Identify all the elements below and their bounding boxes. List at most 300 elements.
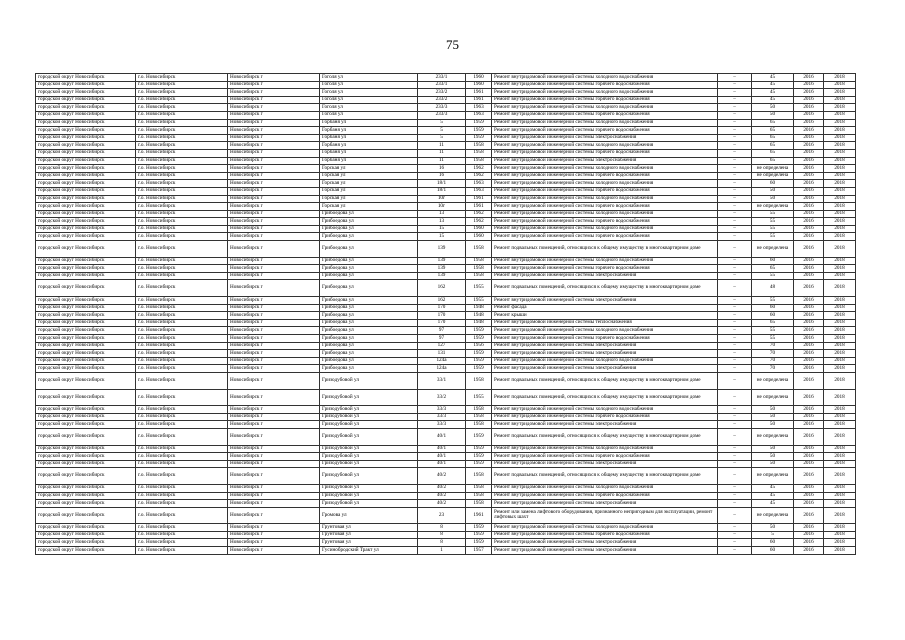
year-cell: 1959 [466,357,492,365]
end-year-cell: 2018 [824,241,856,258]
municipality-cell: городской округ Новосибирск [36,342,136,350]
wear-cell: 50 [752,460,794,468]
house-cell: 40/2 [418,468,466,485]
work-type-cell: Ремонт внутридомовой инженерной системы холодного водоснабжения [492,195,718,203]
work-type-cell: Ремонт внутридомовой инженерной системы электроснабжения [492,460,718,468]
end-year-cell: 2018 [824,484,856,492]
house-cell: 16 [418,165,466,173]
city-cell: Новосибирск г [228,492,320,500]
municipality-cell: городской округ Новосибирск [36,257,136,265]
street-cell: Горбаня ул [320,149,418,157]
street-cell: Грибоедова ул [320,357,418,365]
end-year-cell: 2018 [824,547,856,555]
house-cell: 124а [418,357,466,365]
municipality-cell: городской округ Новосибирск [36,172,136,180]
work-type-cell: Ремонт внутридомовой инженерной системы горячего водоснабжения [492,127,718,135]
street-cell: Грибоедова ул [320,233,418,241]
year-cell: 1963 [466,187,492,195]
district-cell: г.о. Новосибирск [136,428,228,445]
municipality-cell: городской округ Новосибирск [36,445,136,453]
table-row [36,96,856,104]
start-year-cell: 2016 [794,257,824,265]
street-cell: Грибоедова ул [320,241,418,258]
house-cell: 131 [418,350,466,358]
start-year-cell: 2016 [794,357,824,365]
house-cell: 10г [418,195,466,203]
municipality-cell: городской округ Новосибирск [36,225,136,233]
end-year-cell: 2018 [824,187,856,195]
year-cell: 1958 [466,257,492,265]
district-cell: г.о. Новосибирск [136,453,228,461]
city-cell: Новосибирск г [228,89,320,97]
work-type-cell: Ремонт внутридомовой инженерной системы электроснабжения [492,134,718,142]
end-year-cell: 2018 [824,342,856,350]
start-year-cell: 2016 [794,157,824,165]
dash-cell: – [718,492,752,500]
municipality-cell: городской округ Новосибирск [36,297,136,305]
end-year-cell: 2018 [824,280,856,297]
municipality-cell: городской округ Новосибирск [36,312,136,320]
work-type-cell: Ремонт подвальных помещений, относящихся к общему имуществу в многоквартирном доме [492,372,718,389]
table-row [36,280,856,297]
city-cell: Новосибирск г [228,218,320,226]
start-year-cell: 2016 [794,280,824,297]
house-cell: 18/1 [418,187,466,195]
dash-cell: – [718,507,752,524]
end-year-cell: 2018 [824,119,856,127]
year-cell: 1958 [466,157,492,165]
municipality-cell: городской округ Новосибирск [36,421,136,429]
house-cell: 10г [418,203,466,211]
street-cell: Горская ул [320,165,418,173]
city-cell: Новосибирск г [228,241,320,258]
city-cell: Новосибирск г [228,81,320,89]
city-cell: Новосибирск г [228,460,320,468]
end-year-cell: 2018 [824,81,856,89]
street-cell: Горбаня ул [320,157,418,165]
end-year-cell: 2018 [824,195,856,203]
work-type-cell: Ремонт внутридомовой инженерной системы холодного водоснабжения [492,89,718,97]
work-type-cell: Ремонт внутридомовой инженерной системы холодного водоснабжения [492,327,718,335]
wear-cell: 45 [752,492,794,500]
municipality-cell: городской округ Новосибирск [36,453,136,461]
end-year-cell: 2018 [824,225,856,233]
street-cell: Гризодубовой ул [320,468,418,485]
start-year-cell: 2016 [794,365,824,373]
table-row [36,149,856,157]
wear-cell: 45 [752,96,794,104]
table-row [36,421,856,429]
table-row [36,218,856,226]
table-row [36,342,856,350]
dash-cell: – [718,350,752,358]
municipality-cell: городской округ Новосибирск [36,96,136,104]
city-cell: Новосибирск г [228,500,320,508]
start-year-cell: 2016 [794,492,824,500]
year-cell: 1959 [466,524,492,532]
wear-cell: 70 [752,357,794,365]
end-year-cell: 2018 [824,265,856,273]
dash-cell: – [718,187,752,195]
wear-cell: 45 [752,484,794,492]
house-cell: 40/2 [418,492,466,500]
wear-cell: 50 [752,187,794,195]
dash-cell: – [718,225,752,233]
wear-cell: 55 [752,335,794,343]
city-cell: Новосибирск г [228,357,320,365]
start-year-cell: 2016 [794,272,824,280]
house-cell: 8 [418,539,466,547]
year-cell: 1955 [466,280,492,297]
table-row [36,500,856,508]
wear-cell: 70 [752,350,794,358]
start-year-cell: 2016 [794,210,824,218]
street-cell: Гризодубовой ул [320,453,418,461]
municipality-cell: городской округ Новосибирск [36,406,136,414]
city-cell: Новосибирск г [228,428,320,445]
wear-cell: 50 [752,104,794,112]
dash-cell: – [718,165,752,173]
start-year-cell: 2016 [794,142,824,150]
table-row [36,335,856,343]
wear-cell: 45 [752,74,794,82]
end-year-cell: 2018 [824,365,856,373]
table-row [36,195,856,203]
work-type-cell: Ремонт внутридомовой инженерной системы горячего водоснабжения [492,172,718,180]
district-cell: г.о. Новосибирск [136,421,228,429]
district-cell: г.о. Новосибирск [136,272,228,280]
year-cell: 1962 [466,172,492,180]
start-year-cell: 2016 [794,195,824,203]
end-year-cell: 2018 [824,134,856,142]
municipality-cell: городской округ Новосибирск [36,149,136,157]
wear-cell: не определена [752,468,794,485]
work-type-cell: Ремонт подвальных помещений, относящихся к общему имуществу в многоквартирном доме [492,468,718,485]
work-type-cell: Ремонт внутридомовой инженерной системы горячего водоснабжения [492,96,718,104]
end-year-cell: 2018 [824,165,856,173]
district-cell: г.о. Новосибирск [136,350,228,358]
municipality-cell: городской округ Новосибирск [36,460,136,468]
year-cell: 1960 [466,233,492,241]
district-cell: г.о. Новосибирск [136,257,228,265]
city-cell: Новосибирск г [228,203,320,211]
municipality-cell: городской округ Новосибирск [36,327,136,335]
district-cell: г.о. Новосибирск [136,210,228,218]
wear-cell: 60 [752,547,794,555]
work-type-cell: Ремонт внутридомовой инженерной системы холодного водоснабжения [492,357,718,365]
wear-cell: 65 [752,157,794,165]
table-row [36,233,856,241]
work-type-cell: Ремонт внутридомовой инженерной системы холодного водоснабжения [492,445,718,453]
municipality-cell: городской округ Новосибирск [36,547,136,555]
dash-cell: – [718,297,752,305]
street-cell: Гоголя ул [320,104,418,112]
municipality-cell: городской округ Новосибирск [36,74,136,82]
start-year-cell: 2016 [794,203,824,211]
wear-cell: 50 [752,453,794,461]
wear-cell: 60 [752,180,794,188]
end-year-cell: 2018 [824,350,856,358]
start-year-cell: 2016 [794,187,824,195]
wear-cell: 65 [752,127,794,135]
municipality-cell: городской округ Новосибирск [36,265,136,273]
district-cell: г.о. Новосибирск [136,507,228,524]
table-row [36,507,856,524]
house-cell: 11 [418,157,466,165]
end-year-cell: 2018 [824,104,856,112]
district-cell: г.о. Новосибирск [136,372,228,389]
wear-cell: 55 [752,327,794,335]
dash-cell: – [718,484,752,492]
wear-cell: 55 [752,210,794,218]
street-cell: Гоголя ул [320,74,418,82]
district-cell: г.о. Новосибирск [136,500,228,508]
city-cell: Новосибирск г [228,389,320,406]
work-type-cell: Ремонт внутридомовой инженерной системы электроснабжения [492,350,718,358]
table-row [36,203,856,211]
wear-cell: не определена [752,203,794,211]
work-type-cell: Ремонт внутридомовой инженерной системы горячего водоснабжения [492,492,718,500]
district-cell: г.о. Новосибирск [136,327,228,335]
municipality-cell: городской округ Новосибирск [36,233,136,241]
municipality-cell: городской округ Новосибирск [36,507,136,524]
dash-cell: – [718,312,752,320]
district-cell: г.о. Новосибирск [136,74,228,82]
table-row [36,172,856,180]
street-cell: Грунтовая ул [320,539,418,547]
wear-cell: 45 [752,89,794,97]
street-cell: Горская ул [320,180,418,188]
end-year-cell: 2018 [824,460,856,468]
end-year-cell: 2018 [824,428,856,445]
district-cell: г.о. Новосибирск [136,406,228,414]
district-cell: г.о. Новосибирск [136,81,228,89]
wear-cell: 45 [752,500,794,508]
house-cell: 162 [418,297,466,305]
dash-cell: – [718,218,752,226]
house-cell: 5 [418,127,466,135]
municipality-cell: городской округ Новосибирск [36,484,136,492]
end-year-cell: 2018 [824,524,856,532]
municipality-cell: городской округ Новосибирск [36,500,136,508]
city-cell: Новосибирск г [228,335,320,343]
table-row [36,312,856,320]
house-cell: 139 [418,241,466,258]
dash-cell: – [718,127,752,135]
dash-cell: – [718,265,752,273]
start-year-cell: 2016 [794,297,824,305]
municipality-cell: городской округ Новосибирск [36,127,136,135]
district-cell: г.о. Новосибирск [136,297,228,305]
wear-cell: не определена [752,507,794,524]
work-type-cell: Ремонт внутридомовой инженерной системы горячего водоснабжения [492,187,718,195]
dash-cell: – [718,195,752,203]
start-year-cell: 2016 [794,413,824,421]
street-cell: Горбаня ул [320,142,418,150]
city-cell: Новосибирск г [228,74,320,82]
street-cell: Грибоедова ул [320,210,418,218]
work-type-cell: Ремонт внутридомовой инженерной системы электроснабжения [492,297,718,305]
work-type-cell: Ремонт внутридомовой инженерной системы теплоснабжения [492,319,718,327]
wear-cell: 60 [752,304,794,312]
wear-cell: 55 [752,297,794,305]
street-cell: Грунтовая ул [320,531,418,539]
dash-cell: – [718,327,752,335]
end-year-cell: 2018 [824,233,856,241]
municipality-cell: городской округ Новосибирск [36,524,136,532]
year-cell: 1948 [466,312,492,320]
dash-cell: – [718,210,752,218]
dash-cell: – [718,81,752,89]
city-cell: Новосибирск г [228,484,320,492]
year-cell: 1960 [466,74,492,82]
street-cell: Грибоедова ул [320,327,418,335]
year-cell: 1958 [466,272,492,280]
work-type-cell: Ремонт внутридомовой инженерной системы электроснабжения [492,365,718,373]
dash-cell: – [718,180,752,188]
end-year-cell: 2018 [824,297,856,305]
district-cell: г.о. Новосибирск [136,218,228,226]
dash-cell: – [718,304,752,312]
dash-cell: – [718,149,752,157]
house-cell: 1 [418,547,466,555]
dash-cell: – [718,111,752,119]
district-cell: г.о. Новосибирск [136,335,228,343]
year-cell: 1958 [466,421,492,429]
house-cell: 15 [418,225,466,233]
wear-cell: 70 [752,342,794,350]
table-row [36,127,856,135]
end-year-cell: 2018 [824,372,856,389]
year-cell: 1961 [466,96,492,104]
city-cell: Новосибирск г [228,468,320,485]
wear-cell: 48 [752,280,794,297]
street-cell: Гризодубовой ул [320,460,418,468]
dash-cell: – [718,142,752,150]
repair-program-table [35,73,856,555]
district-cell: г.о. Новосибирск [136,312,228,320]
house-cell: 23 [418,507,466,524]
wear-cell: не определена [752,372,794,389]
house-cell: 127 [418,342,466,350]
work-type-cell: Ремонт внутридомовой инженерной системы холодного водоснабжения [492,119,718,127]
street-cell: Гризодубовой ул [320,484,418,492]
district-cell: г.о. Новосибирск [136,524,228,532]
house-cell: 33/2 [418,389,466,406]
work-type-cell: Ремонт внутридомовой инженерной системы холодного водоснабжения [492,406,718,414]
year-cell: 1959 [466,453,492,461]
start-year-cell: 2016 [794,96,824,104]
end-year-cell: 2018 [824,142,856,150]
work-type-cell: Ремонт внутридомовой инженерной системы горячего водоснабжения [492,413,718,421]
end-year-cell: 2018 [824,413,856,421]
dash-cell: – [718,468,752,485]
start-year-cell: 2016 [794,389,824,406]
table-row [36,350,856,358]
wear-cell: не определена [752,428,794,445]
city-cell: Новосибирск г [228,225,320,233]
work-type-cell: Ремонт внутридомовой инженерной системы электроснабжения [492,342,718,350]
start-year-cell: 2016 [794,547,824,555]
dash-cell: – [718,96,752,104]
city-cell: Новосибирск г [228,233,320,241]
year-cell: 1960 [466,81,492,89]
municipality-cell: городской округ Новосибирск [36,104,136,112]
end-year-cell: 2018 [824,312,856,320]
district-cell: г.о. Новосибирск [136,187,228,195]
year-cell: 1958 [466,265,492,273]
table-row [36,539,856,547]
municipality-cell: городской округ Новосибирск [36,81,136,89]
table-row [36,89,856,97]
year-cell: 1958 [466,149,492,157]
city-cell: Новосибирск г [228,134,320,142]
district-cell: г.о. Новосибирск [136,413,228,421]
house-cell: 33/3 [418,421,466,429]
table-row [36,484,856,492]
start-year-cell: 2016 [794,165,824,173]
table-row [36,165,856,173]
city-cell: Новосибирск г [228,531,320,539]
wear-cell: 65 [752,265,794,273]
dash-cell: – [718,257,752,265]
municipality-cell: городской округ Новосибирск [36,304,136,312]
wear-cell: 60 [752,539,794,547]
work-type-cell: Ремонт внутридомовой инженерной системы холодного водоснабжения [492,104,718,112]
start-year-cell: 2016 [794,104,824,112]
street-cell: Гоголя ул [320,111,418,119]
wear-cell: 50 [752,195,794,203]
year-cell: 1959 [466,539,492,547]
end-year-cell: 2018 [824,74,856,82]
street-cell: Гоголя ул [320,96,418,104]
municipality-cell: городской округ Новосибирск [36,180,136,188]
work-type-cell: Ремонт внутридомовой инженерной системы горячего водоснабжения [492,111,718,119]
year-cell: 1960 [466,225,492,233]
table-row [36,365,856,373]
dash-cell: – [718,335,752,343]
table-row [36,406,856,414]
house-cell: 15 [418,233,466,241]
house-cell: 40/1 [418,445,466,453]
wear-cell: 65 [752,134,794,142]
end-year-cell: 2018 [824,406,856,414]
year-cell: 1948 [466,319,492,327]
start-year-cell: 2016 [794,524,824,532]
dash-cell: – [718,421,752,429]
city-cell: Новосибирск г [228,507,320,524]
house-cell: 124а [418,365,466,373]
end-year-cell: 2018 [824,468,856,485]
table-row [36,547,856,555]
start-year-cell: 2016 [794,225,824,233]
end-year-cell: 2018 [824,111,856,119]
house-cell: 139 [418,257,466,265]
wear-cell: не определена [752,165,794,173]
year-cell: 1959 [466,327,492,335]
table-row [36,372,856,389]
dash-cell: – [718,241,752,258]
end-year-cell: 2018 [824,304,856,312]
table-row [36,81,856,89]
work-type-cell: Ремонт внутридомовой инженерной системы холодного водоснабжения [492,524,718,532]
dash-cell: – [718,119,752,127]
street-cell: Гризодубовой ул [320,406,418,414]
work-type-cell: Ремонт внутридомовой инженерной системы холодного водоснабжения [492,210,718,218]
district-cell: г.о. Новосибирск [136,165,228,173]
wear-cell: 50 [752,413,794,421]
dash-cell: – [718,89,752,97]
